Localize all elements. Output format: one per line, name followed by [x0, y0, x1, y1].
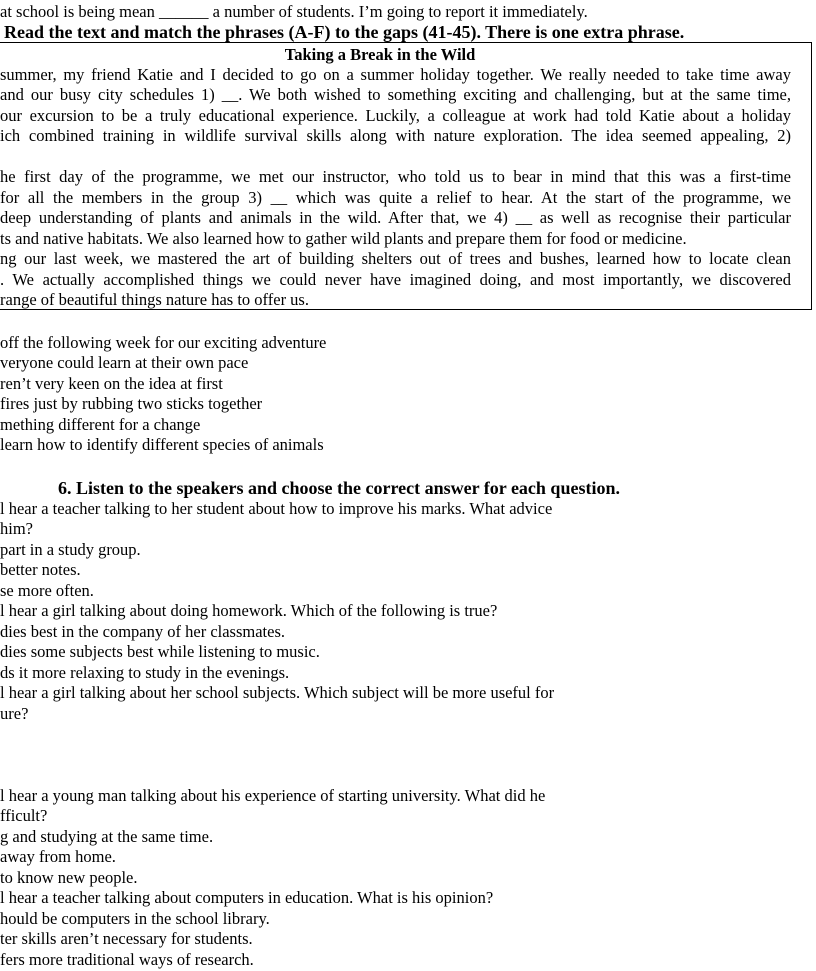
phrase-option: veryone could learn at their own pace: [0, 353, 249, 372]
answer-option: ter skills aren’t necessary for students.: [0, 929, 253, 948]
text-line: deep understanding of plants and animals in the wild. After that, we 4) __ as well as recognise their particular: [0, 208, 791, 227]
section-5-instruction: Read the text and match the phrases (A-F) to the gaps (41-45). There is one extra phrase.: [4, 22, 685, 42]
question-line: l hear a girl talking about doing homework. Which of the following is true?: [0, 601, 498, 620]
question-line: fficult?: [0, 806, 48, 825]
text-line: and our busy city schedules 1) __. We both wished to something exciting and challenging, but at the same time,: [0, 85, 791, 104]
answer-option: to know new people.: [0, 868, 138, 887]
phrase-option: fires just by rubbing two sticks together: [0, 394, 263, 413]
answer-option: se more often.: [0, 581, 94, 600]
question-line: ure?: [0, 704, 29, 723]
question-line: l hear a young man talking about his experience of starting university. What did he: [0, 786, 546, 805]
phrase-option: ren’t very keen on the idea at first: [0, 374, 223, 393]
question-line: l hear a teacher talking about computers in education. What is his opinion?: [0, 888, 494, 907]
text-line: ng our last week, we mastered the art of building shelters out of trees and bushes, learned how to locate clean: [0, 249, 791, 268]
answer-option: dies some subjects best while listening to music.: [0, 642, 320, 661]
answer-option: better notes.: [0, 560, 81, 579]
text-line: for all the members in the group 3) __ which was quite a relief to hear. At the start of the programme, we: [0, 188, 791, 207]
answer-option: fers more traditional ways of research.: [0, 950, 254, 969]
answer-option: part in a study group.: [0, 540, 141, 559]
phrase-option: off the following week for our exciting adventure: [0, 333, 327, 352]
previous-question-line: at school is being mean ______ a number of students. I’m going to report it immediately.: [0, 2, 588, 21]
text-title: Taking a Break in the Wild: [284, 45, 476, 64]
text-line: ich combined training in wildlife survival skills along with nature exploration. The idea seemed appealing, 2): [0, 126, 791, 145]
question-line: l hear a girl talking about her school subjects. Which subject will be more useful for: [0, 683, 555, 702]
text-line: he first day of the programme, we met our instructor, who told us to bear in mind that this was a first-time: [0, 167, 791, 186]
phrase-option: learn how to identify different species of animals: [0, 435, 324, 454]
text-line: range of beautiful things nature has to offer us.: [0, 290, 309, 309]
text-line: summer, my friend Katie and I decided to go on a summer holiday together. We really needed to take time away: [0, 65, 791, 84]
answer-option: ds it more relaxing to study in the evenings.: [0, 663, 290, 682]
text-line: . We actually accomplished things we could never have imagined doing, and most importantly, we discovered: [0, 270, 791, 289]
question-line: him?: [0, 519, 33, 538]
answer-option: dies best in the company of her classmates.: [0, 622, 286, 641]
section-6-heading: 6. Listen to the speakers and choose the correct answer for each question.: [58, 478, 620, 498]
answer-option: g and studying at the same time.: [0, 827, 214, 846]
answer-option: away from home.: [0, 847, 116, 866]
text-line: our excursion to be a truly educational experience. Luckily, a colleague at work had told Katie about a holiday: [0, 106, 791, 125]
answer-option: hould be computers in the school library.: [0, 909, 270, 928]
phrase-option: mething different for a change: [0, 415, 201, 434]
text-line: ts and native habitats. We also learned how to gather wild plants and prepare them for food or medicine.: [0, 229, 687, 248]
question-line: l hear a teacher talking to her student about how to improve his marks. What advice: [0, 499, 553, 518]
